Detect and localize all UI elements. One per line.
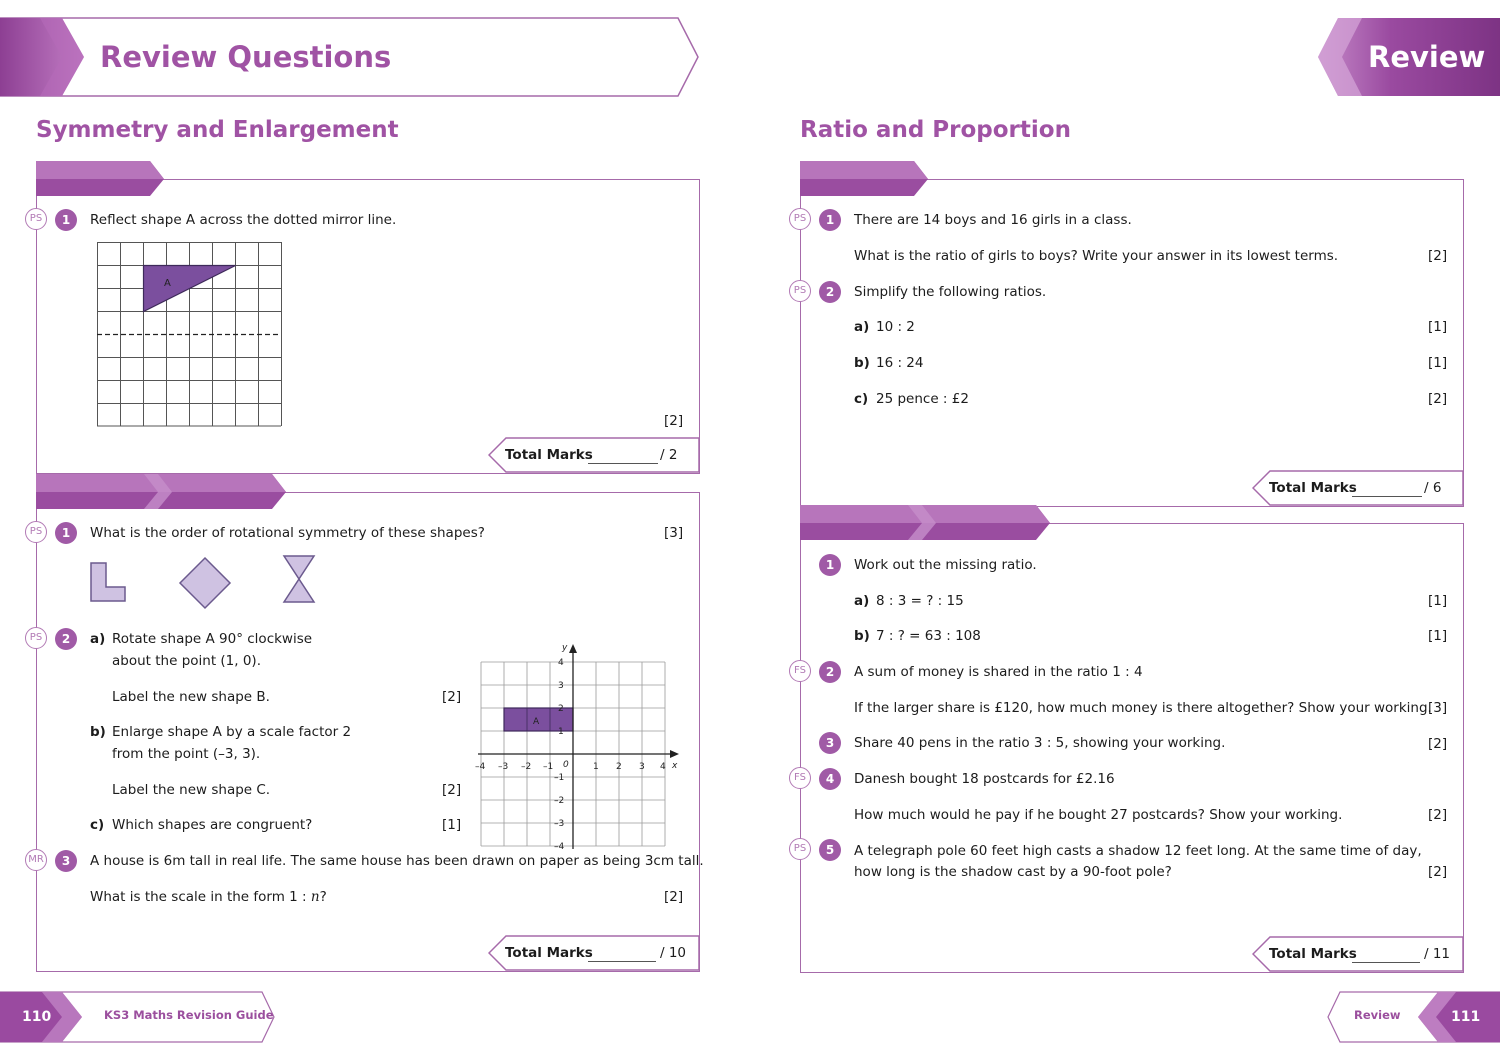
ps-badge: PS — [25, 627, 47, 649]
x-tick: –3 — [498, 762, 509, 772]
answer-line[interactable] — [588, 463, 658, 464]
marks: [2] — [442, 689, 462, 705]
part-label: a) — [854, 593, 870, 609]
fs-badge: FS — [789, 660, 811, 682]
x-tick: 4 — [660, 762, 666, 772]
question-text: Danesh bought 18 postcards for £2.16 — [854, 771, 1115, 787]
total-marks-label: Total Marks — [505, 447, 593, 463]
marks: [2] — [1428, 391, 1448, 407]
marks: [2] — [1428, 736, 1448, 752]
footer-review-label: Review — [1354, 1008, 1401, 1022]
x-tick: –1 — [543, 762, 554, 772]
total-marks-label: Total Marks — [1269, 946, 1357, 962]
box-tab-right-1 — [800, 161, 940, 197]
question-text: 16 : 24 — [876, 355, 924, 371]
origin-label: 0 — [563, 760, 569, 770]
reflection-grid — [97, 242, 283, 428]
y-tick: –2 — [554, 796, 565, 806]
ps-badge: PS — [789, 838, 811, 860]
question-number: 5 — [819, 839, 841, 861]
y-tick: –4 — [554, 842, 565, 852]
question-number: 3 — [55, 850, 77, 872]
total-marks-right-2 — [1252, 937, 1462, 971]
x-tick: 1 — [593, 762, 599, 772]
question-text: Work out the missing ratio. — [854, 557, 1037, 573]
question-text: about the point (1, 0). — [112, 653, 261, 669]
part-label: a) — [854, 319, 870, 335]
question-text: If the larger share is £120, how much money is there altogether? Show your working. — [854, 700, 1432, 716]
question-text: Label the new shape B. — [112, 689, 270, 705]
ps-badge: PS — [25, 521, 47, 543]
marks: [1] — [1428, 319, 1448, 335]
question-number: 1 — [55, 522, 77, 544]
question-text: What is the ratio of girls to boys? Write your answer in its lowest terms. — [854, 248, 1339, 264]
marks: [1] — [442, 817, 462, 833]
marks: [2] — [664, 413, 684, 429]
ps-badge: PS — [789, 280, 811, 302]
box-tab-left-2 — [36, 474, 296, 510]
total-marks-label: Total Marks — [505, 945, 593, 961]
question-text: from the point (–3, 3). — [112, 746, 261, 762]
question-text: Enlarge shape A by a scale factor 2 — [112, 724, 352, 740]
question-text: Label the new shape C. — [112, 782, 271, 798]
y-tick: 1 — [558, 727, 564, 737]
ps-badge: PS — [789, 208, 811, 230]
total-marks-value: / 2 — [660, 447, 678, 463]
question-text: Simplify the following ratios. — [854, 284, 1047, 300]
question-number: 2 — [55, 628, 77, 650]
x-tick: –2 — [521, 762, 532, 772]
question-text: how long is the shadow cast by a 90-foot pole? — [854, 864, 1172, 880]
mr-badge: MR — [25, 849, 47, 871]
marks: [1] — [1428, 628, 1448, 644]
question-text: Reflect shape A across the dotted mirror line. — [90, 212, 397, 228]
question-number: 1 — [819, 554, 841, 576]
y-tick: 2 — [558, 704, 564, 714]
question-text: 8 : 3 = ? : 15 — [876, 593, 964, 609]
y-axis-label: y — [562, 643, 568, 653]
total-marks-value: / 11 — [1424, 946, 1451, 962]
section-title-ratio: Ratio and Proportion — [800, 117, 1071, 143]
answer-line[interactable] — [1352, 962, 1420, 963]
part-label: c) — [90, 817, 105, 833]
y-tick: 3 — [558, 681, 564, 691]
total-marks-left-2 — [488, 936, 698, 970]
question-text-scale: What is the scale in the form 1 : n? — [90, 889, 327, 905]
x-axis-label: x — [672, 761, 678, 771]
marks: [2] — [442, 782, 462, 798]
page-number-left: 110 — [22, 1009, 52, 1025]
part-label: b) — [90, 724, 106, 740]
answer-line[interactable] — [1352, 496, 1422, 497]
part-label: c) — [854, 391, 869, 407]
page-title-right: Review — [1368, 40, 1486, 74]
part-label: a) — [90, 631, 106, 647]
x-tick: 2 — [616, 762, 622, 772]
question-number: 3 — [819, 732, 841, 754]
shape-label: A — [533, 717, 540, 727]
total-marks-value: / 6 — [1424, 480, 1442, 496]
page-title-left: Review Questions — [100, 40, 392, 74]
marks: [2] — [1428, 248, 1448, 264]
question-number: 2 — [819, 281, 841, 303]
question-number: 1 — [55, 209, 77, 231]
y-tick: 4 — [558, 658, 564, 668]
guide-title: KS3 Maths Revision Guide — [104, 1008, 274, 1022]
question-text: A telegraph pole 60 feet high casts a shadow 12 feet long. At the same time of day, — [854, 843, 1422, 859]
marks: [2] — [1428, 807, 1448, 823]
question-text: What is the order of rotational symmetry of these shapes? — [90, 525, 485, 541]
marks: [2] — [664, 889, 684, 905]
coordinate-grid — [470, 640, 685, 852]
symmetry-shapes — [88, 553, 328, 611]
part-label: b) — [854, 355, 870, 371]
marks: [1] — [1428, 593, 1448, 609]
total-marks-right-1 — [1252, 471, 1462, 505]
section-title-symmetry: Symmetry and Enlargement — [36, 117, 399, 143]
question-number: 4 — [819, 768, 841, 790]
question-text: A sum of money is shared in the ratio 1 : 4 — [854, 664, 1143, 680]
question-text: 10 : 2 — [876, 319, 915, 335]
ps-badge: PS — [25, 208, 47, 230]
y-tick: –3 — [554, 819, 565, 829]
box-tab-right-2 — [800, 505, 1060, 541]
total-marks-value: / 10 — [660, 945, 687, 961]
question-text: Rotate shape A 90° clockwise — [112, 631, 313, 647]
page-number-right: 111 — [1451, 1009, 1481, 1025]
diamond-shape — [180, 558, 230, 608]
total-marks-left-1 — [488, 438, 698, 472]
hourglass-shape — [284, 556, 314, 602]
question-text: A house is 6m tall in real life. The same house has been drawn on paper as being 3cm tall. — [90, 853, 704, 869]
marks: [3] — [1428, 700, 1448, 716]
part-label: b) — [854, 628, 870, 644]
question-text: 7 : ? = 63 : 108 — [876, 628, 981, 644]
question-text: Which shapes are congruent? — [112, 817, 313, 833]
question-number: 1 — [819, 209, 841, 231]
marks: [1] — [1428, 355, 1448, 371]
marks: [2] — [1428, 864, 1448, 880]
question-text: Share 40 pens in the ratio 3 : 5, showing your working. — [854, 735, 1226, 751]
question-text: There are 14 boys and 16 girls in a class. — [854, 212, 1132, 228]
x-tick: 3 — [639, 762, 645, 772]
answer-line[interactable] — [588, 961, 656, 962]
box-tab-left-1 — [36, 161, 176, 197]
question-text: How much would he pay if he bought 27 postcards? Show your working. — [854, 807, 1343, 823]
shape-label: A — [164, 278, 171, 289]
fs-badge: FS — [789, 767, 811, 789]
l-shape — [91, 563, 125, 601]
question-number: 2 — [819, 661, 841, 683]
x-tick: –4 — [475, 762, 486, 772]
question-text: 25 pence : £2 — [876, 391, 969, 407]
marks: [3] — [664, 525, 684, 541]
total-marks-label: Total Marks — [1269, 480, 1357, 496]
y-tick: –1 — [554, 773, 565, 783]
